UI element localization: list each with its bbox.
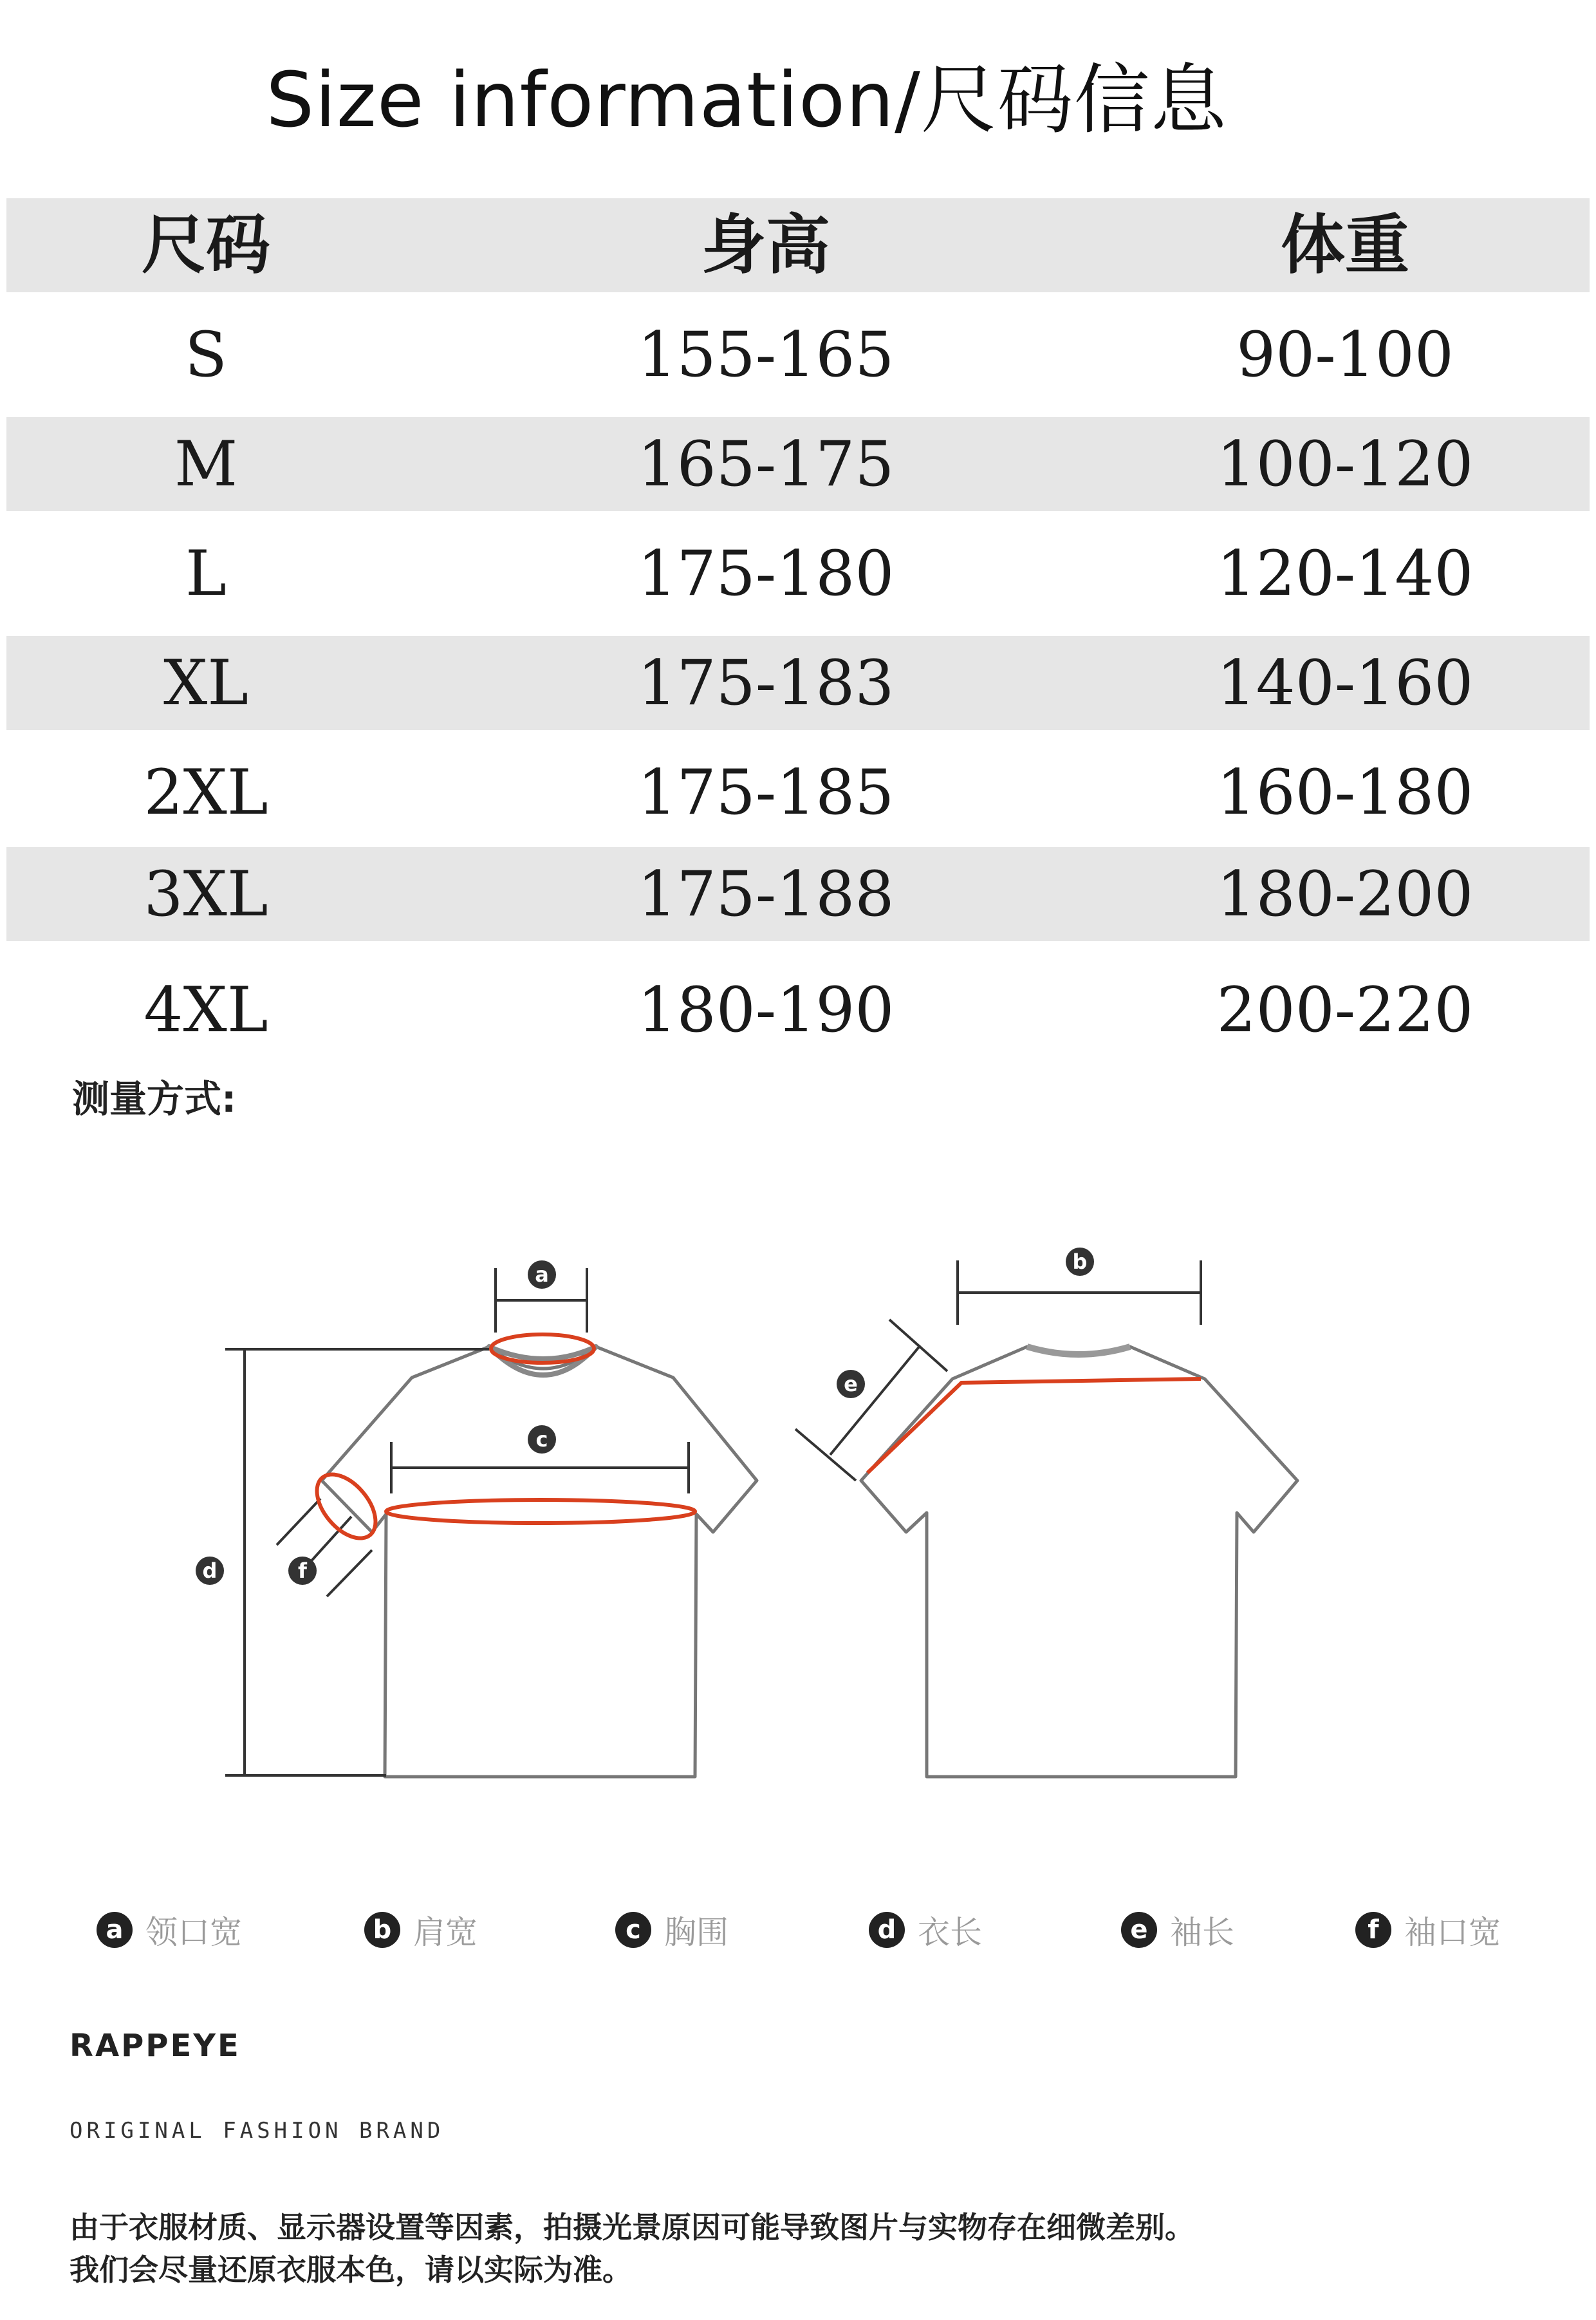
legend-label: 肩宽 — [413, 1914, 478, 1951]
legend-item-neck-width — [97, 1904, 242, 1956]
measurement-method-label: 测量方式: — [72, 1077, 237, 1121]
size-cell: 2XL — [144, 756, 268, 828]
height-cell: 155-165 — [637, 319, 895, 391]
table-row — [6, 847, 1590, 941]
height-cell: 175-188 — [637, 858, 895, 930]
legend-label: 衣长 — [918, 1914, 982, 1951]
legend-a-icon: a — [97, 1912, 133, 1948]
weight-cell: 180-200 — [1216, 858, 1474, 930]
table-header-row — [6, 198, 1590, 292]
header-size: 尺码 — [142, 207, 270, 283]
table-row — [6, 963, 1590, 1057]
marker-f-text: f — [298, 1558, 307, 1583]
legend-e-icon: e — [1121, 1912, 1157, 1948]
table-row — [6, 745, 1590, 839]
table-row — [6, 417, 1590, 511]
weight-cell: 140-160 — [1216, 647, 1474, 719]
height-cell: 175-185 — [637, 756, 895, 828]
height-cell: 175-183 — [637, 647, 895, 719]
legend-f-icon: f — [1355, 1912, 1391, 1948]
size-cell: L — [185, 538, 227, 610]
marker-d-text: d — [202, 1558, 218, 1583]
legend-label: 胸围 — [664, 1914, 728, 1951]
back-shirt-outline — [861, 1347, 1297, 1777]
disclaimer-line-2: 我们会尽量还原衣服本色，请以实际为准。 — [70, 2252, 632, 2287]
brand-tagline: ORIGINAL FASHION BRAND — [70, 2118, 445, 2144]
legend-item-chest — [615, 1904, 728, 1956]
size-cell: XL — [163, 647, 249, 719]
legend-b-icon: b — [364, 1912, 400, 1948]
page-title: Size information/尺码信息 — [266, 55, 1227, 144]
legend-label: 袖口宽 — [1404, 1914, 1501, 1951]
size-cell: M — [174, 428, 238, 500]
legend-item-sleeve-length — [1121, 1904, 1234, 1956]
weight-cell: 120-140 — [1216, 538, 1474, 610]
size-cell: S — [185, 319, 227, 391]
weight-cell: 160-180 — [1216, 756, 1474, 828]
measurement-legend — [0, 1904, 1596, 1956]
weight-cell: 100-120 — [1216, 428, 1474, 500]
front-shirt-outline — [322, 1347, 757, 1777]
marker-a-text: a — [535, 1262, 549, 1287]
weight-cell: 200-220 — [1216, 974, 1474, 1046]
height-cell: 175-180 — [637, 538, 895, 610]
legend-c-icon: c — [615, 1912, 651, 1948]
marker-b-text: b — [1072, 1249, 1088, 1274]
legend-item-length — [869, 1904, 982, 1956]
legend-item-shoulder-width — [364, 1904, 478, 1956]
table-row — [6, 308, 1590, 402]
table-row — [6, 527, 1590, 621]
height-cell: 165-175 — [637, 428, 895, 500]
measurement-diagram — [0, 1210, 1596, 1815]
legend-label: 领口宽 — [145, 1914, 242, 1951]
marker-c-text: c — [535, 1427, 548, 1452]
height-cell: 180-190 — [637, 974, 895, 1046]
legend-d-icon: d — [869, 1912, 905, 1948]
size-cell: 4XL — [144, 974, 268, 1046]
chest-measure-line — [386, 1500, 695, 1523]
table-row — [6, 636, 1590, 730]
shoulder-measure-line — [868, 1379, 1201, 1473]
header-height: 身高 — [701, 207, 830, 283]
size-cell: 3XL — [144, 858, 268, 930]
legend-label: 袖长 — [1170, 1914, 1234, 1951]
weight-cell: 90-100 — [1236, 319, 1454, 391]
brand-name: RAPPEYE — [70, 2028, 241, 2064]
header-weight: 体重 — [1281, 207, 1409, 283]
marker-e-text: e — [844, 1372, 858, 1396]
disclaimer-line-1: 由于衣服材质、显示器设置等因素，拍摄光景原因可能导致图片与实物存在细微差别。 — [70, 2210, 1194, 2245]
legend-item-cuff-width — [1355, 1904, 1501, 1956]
back-shirt-collar — [1027, 1347, 1130, 1354]
